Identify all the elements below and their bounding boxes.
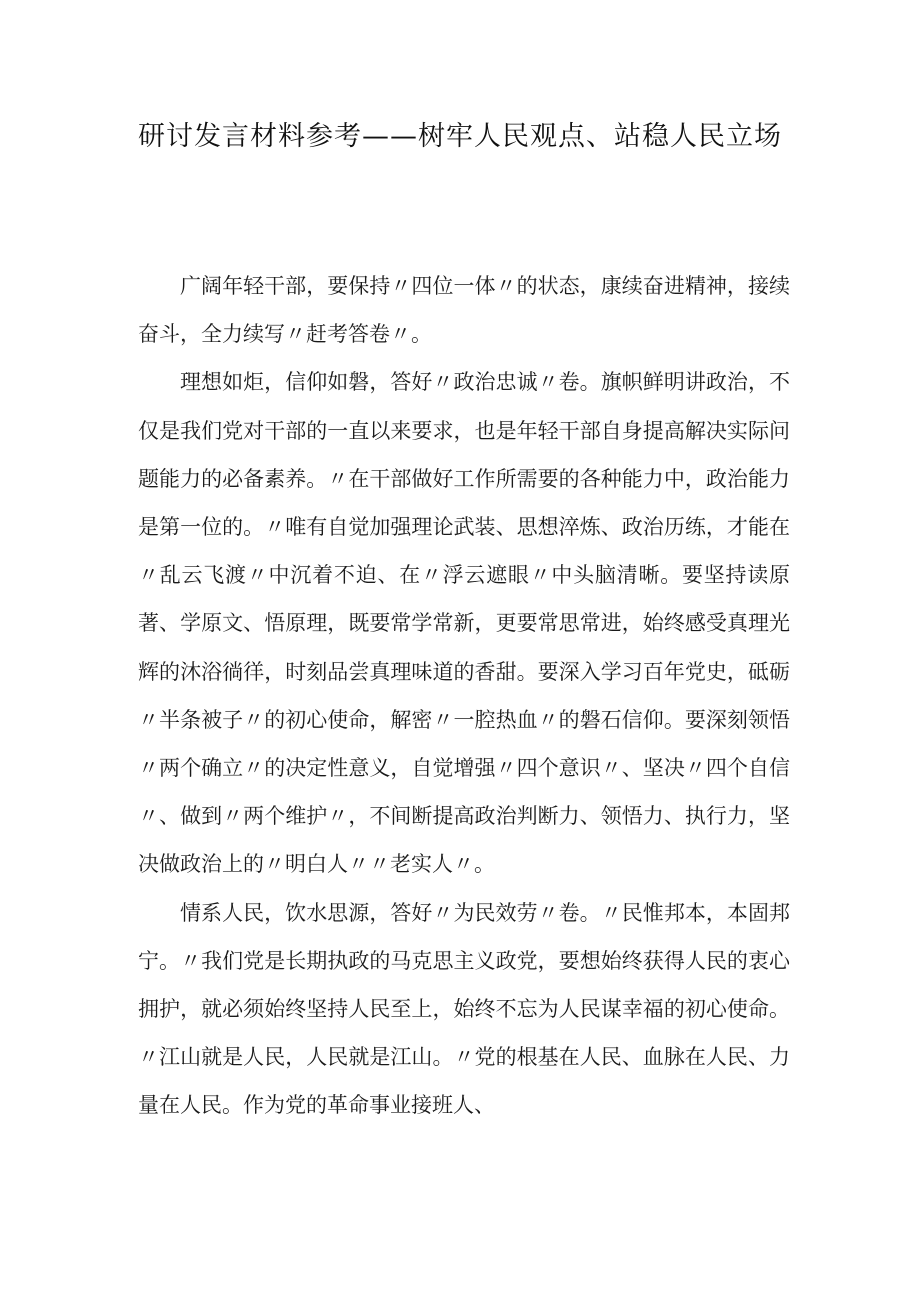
paragraph-political-loyalty: 理想如炬，信仰如磐，答好〃政治忠诚〃卷。旗帜鲜明讲政治，不仅是我们党对干部的一直以来要求，也是年轻干部自身提高解决实际问题能力的必备素养。〃在干部做好工作所需要的各种能力中，政治能力是第一位的。〃唯有自觉加强理论武装、思想淬炼、政治历练，才能在〃乱云飞渡〃中沉着不迫、在〃浮云遮眼〃中头脑清晰。要坚持读原著、学原文、悟原理，既要常学常新，更要常思常进，始终感受真理光辉的沐浴徜徉，时刻品尝真理味道的香甜。要深入学习百年党史，砥砺〃半条被子〃的初心使命，解密〃一腔热血〃的磐石信仰。要深刻领悟〃两个确立〃的决定性意义，自觉增强〃四个意识〃、坚决〃四个自信〃、做到〃两个维护〃，不间断提高政治判断力、领悟力、执行力，坚决做政治上的〃明白人〃〃老实人〃。 bbox=[138, 370, 790, 877]
document-title: 研讨发言材料参考——树牢人民观点、站稳人民立场 bbox=[138, 121, 782, 152]
paragraph-serve-people: 情系人民，饮水思源，答好〃为民效劳〃卷。〃民惟邦本，本固邦宁。〃我们党是长期执政的马克思主义政党，要想始终获得人民的衷心拥护，就必须始终坚持人民至上，始终不忘为人民谋幸福的初心使命。〃江山就是人民，人民就是江山。〃党的根基在人民、血脉在人民、力量在人民。作为党的革命事业接班人、 bbox=[138, 900, 790, 1118]
document-body bbox=[138, 262, 790, 1130]
paragraph-intro: 广阔年轻干部，要保持〃四位一体〃的状态，康续奋进精神，接续奋斗，全力续写〃赶考答卷〃。 bbox=[138, 274, 790, 347]
